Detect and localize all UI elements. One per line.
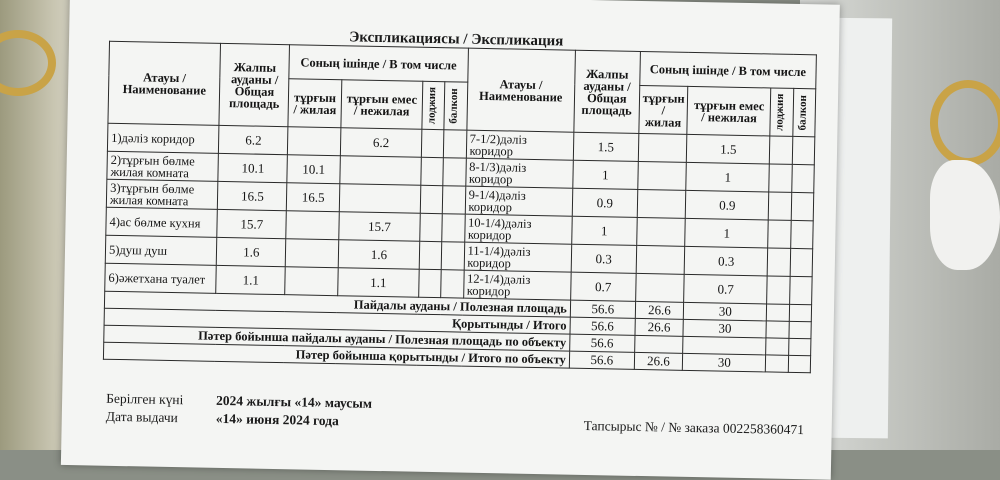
- room-balcony: [444, 130, 467, 158]
- header-balcony-left: [444, 82, 467, 130]
- room-balcony: [791, 164, 814, 192]
- room-nonliving: 0.7: [684, 274, 768, 304]
- room-total: 0.3: [571, 244, 636, 273]
- header-nonliving-right: тұрғын емес / нежилая: [687, 86, 771, 136]
- room-loggia: [419, 269, 442, 297]
- room-loggia: [421, 157, 444, 185]
- room-loggia: [767, 276, 790, 304]
- room-living: [288, 127, 341, 156]
- room-loggia: [420, 213, 443, 241]
- header-total-left: Жалпы ауданы / Общая площадь: [219, 43, 289, 126]
- room-name: 9-1/4)дәліз коридор: [465, 186, 573, 216]
- room-balcony: [443, 186, 466, 214]
- summary-balcony: [788, 355, 811, 372]
- room-balcony: [790, 248, 813, 276]
- issue-date-ru: «14» июня 2024 года: [215, 410, 339, 429]
- room-total: 1: [573, 160, 638, 189]
- summary-loggia: [767, 304, 790, 321]
- header-loggia-right: [770, 88, 793, 136]
- room-loggia: [420, 185, 443, 213]
- room-nonliving: 1.5: [687, 134, 771, 164]
- header-loggia-left: [422, 81, 445, 129]
- loggia-label: лоджия: [425, 86, 439, 125]
- room-total: 0.9: [572, 188, 637, 217]
- room-living: [637, 161, 686, 190]
- header-living-right: тұрғын / жилая: [639, 85, 689, 134]
- room-total: 1.5: [573, 132, 638, 161]
- header-nonliving-left: тұрғын емес / нежилая: [341, 80, 423, 130]
- room-balcony: [791, 192, 814, 220]
- summary-living: 26.6: [635, 301, 684, 319]
- room-total: 0.7: [571, 272, 636, 301]
- room-living: [638, 133, 687, 162]
- room-balcony: [441, 270, 464, 298]
- summary-total: 56.6: [570, 334, 635, 352]
- summary-total: 56.6: [570, 300, 635, 318]
- room-total: 1.1: [216, 265, 285, 294]
- room-living: [637, 189, 686, 218]
- room-name: 4)ас бөлме кухня: [106, 207, 218, 237]
- issue-label-kz: Берілген күні: [106, 390, 184, 408]
- room-living: [636, 245, 685, 274]
- room-living: 10.1: [287, 155, 340, 184]
- decor-ornament: [930, 80, 1000, 166]
- room-loggia: [769, 192, 792, 220]
- loggia-label: лоджия: [773, 93, 787, 131]
- room-loggia: [421, 129, 444, 157]
- summary-balcony: [788, 338, 811, 355]
- room-loggia: [767, 248, 790, 276]
- summary-nonliving: 30: [683, 319, 766, 338]
- document-title: Экспликациясы / Экспликация: [348, 29, 564, 50]
- room-nonliving: 1: [685, 218, 769, 248]
- header-total-right: Жалпы ауданы / Общая площадь: [574, 50, 640, 133]
- summary-balcony: [789, 321, 812, 338]
- summary-living: 26.6: [634, 352, 683, 370]
- room-loggia: [419, 241, 442, 269]
- summary-label: Қорытынды / Итого: [104, 308, 570, 334]
- room-living: [635, 273, 684, 302]
- header-living-left: тұрғын / жилая: [288, 79, 342, 128]
- room-name: 12-1/4)дәліз коридор: [463, 270, 571, 300]
- summary-total: 56.6: [569, 351, 634, 369]
- room-nonliving: 1.1: [338, 268, 420, 298]
- room-total: 15.7: [217, 209, 286, 238]
- summary-label: Пәтер бойынша қорытынды / Итого по объекту: [103, 342, 569, 368]
- room-total: 16.5: [218, 181, 287, 210]
- decor-shape: [930, 160, 1000, 270]
- room-living: [285, 267, 338, 296]
- summary-loggia: [766, 355, 789, 372]
- room-balcony: [790, 220, 813, 248]
- issue-label-ru: Дата выдачи: [105, 408, 179, 426]
- summary-loggia: [766, 321, 789, 338]
- room-name: 11-1/4)дәліз коридор: [464, 242, 572, 272]
- room-living: [286, 239, 339, 268]
- room-total: 1: [572, 216, 637, 245]
- room-nonliving: [340, 156, 422, 186]
- explication-table-wrapper: [102, 41, 816, 400]
- summary-nonliving: 30: [684, 302, 767, 321]
- room-nonliving: 6.2: [340, 128, 422, 158]
- issue-date-kz: 2024 жылғы «14» маусым: [216, 392, 373, 411]
- room-total: 6.2: [219, 125, 288, 154]
- header-including-left: Соның ішінде / В том числе: [289, 45, 468, 82]
- room-nonliving: 0.3: [684, 246, 768, 276]
- room-name: 7-1/2)дәліз коридор: [466, 130, 574, 160]
- summary-label: Пайдалы ауданы / Полезная площадь: [104, 291, 570, 317]
- room-name: 3)тұрғын бөлме жилая комната: [106, 179, 218, 209]
- room-name: 1)дәліз коридор: [107, 123, 219, 153]
- room-name: 6)әжетхана туалет: [105, 263, 217, 293]
- summary-living: [634, 335, 683, 353]
- room-balcony: [792, 136, 815, 164]
- room-loggia: [770, 136, 793, 164]
- room-balcony: [441, 242, 464, 270]
- summary-nonliving: [683, 336, 766, 355]
- document-sheet: [61, 0, 840, 480]
- summary-nonliving: 30: [683, 353, 766, 372]
- room-nonliving: 1: [686, 162, 770, 192]
- room-name: 2)тұрғын бөлме жилая комната: [107, 151, 219, 181]
- header-name-right: Атауы / Наименование: [466, 48, 575, 132]
- summary-label: Пәтер бойынша пайдалы ауданы / Полезная площадь по объекту: [104, 325, 570, 351]
- balcony-label: балкон: [447, 88, 461, 124]
- room-name: 8-1/3)дәліз коридор: [465, 158, 573, 188]
- room-total: 10.1: [218, 153, 287, 182]
- summary-balcony: [789, 304, 812, 321]
- summary-loggia: [766, 338, 789, 355]
- summary-total: 56.6: [570, 317, 635, 335]
- room-balcony: [443, 158, 466, 186]
- room-living: [286, 211, 339, 240]
- header-including-right: Соның ішінде / В том числе: [639, 51, 816, 88]
- explication-table: [103, 41, 817, 374]
- room-name: 10-1/4)дәліз коридор: [464, 214, 572, 244]
- room-nonliving: 0.9: [686, 190, 770, 220]
- room-name: 5)душ душ: [105, 235, 217, 265]
- room-total: 1.6: [217, 237, 286, 266]
- room-loggia: [768, 220, 791, 248]
- room-nonliving: 15.7: [339, 212, 421, 242]
- room-living: [636, 217, 685, 246]
- room-loggia: [769, 164, 792, 192]
- balcony-label: балкон: [796, 94, 809, 131]
- room-nonliving: [339, 184, 421, 214]
- room-nonliving: 1.6: [338, 240, 420, 270]
- header-balcony-right: [792, 88, 815, 136]
- header-name-left: Атауы / Наименование: [108, 41, 221, 125]
- summary-living: 26.6: [635, 318, 684, 336]
- order-number: Тапсырыс № / № заказа 002258360471: [583, 417, 805, 438]
- room-balcony: [442, 214, 465, 242]
- room-balcony: [789, 276, 812, 304]
- room-living: 16.5: [287, 183, 340, 212]
